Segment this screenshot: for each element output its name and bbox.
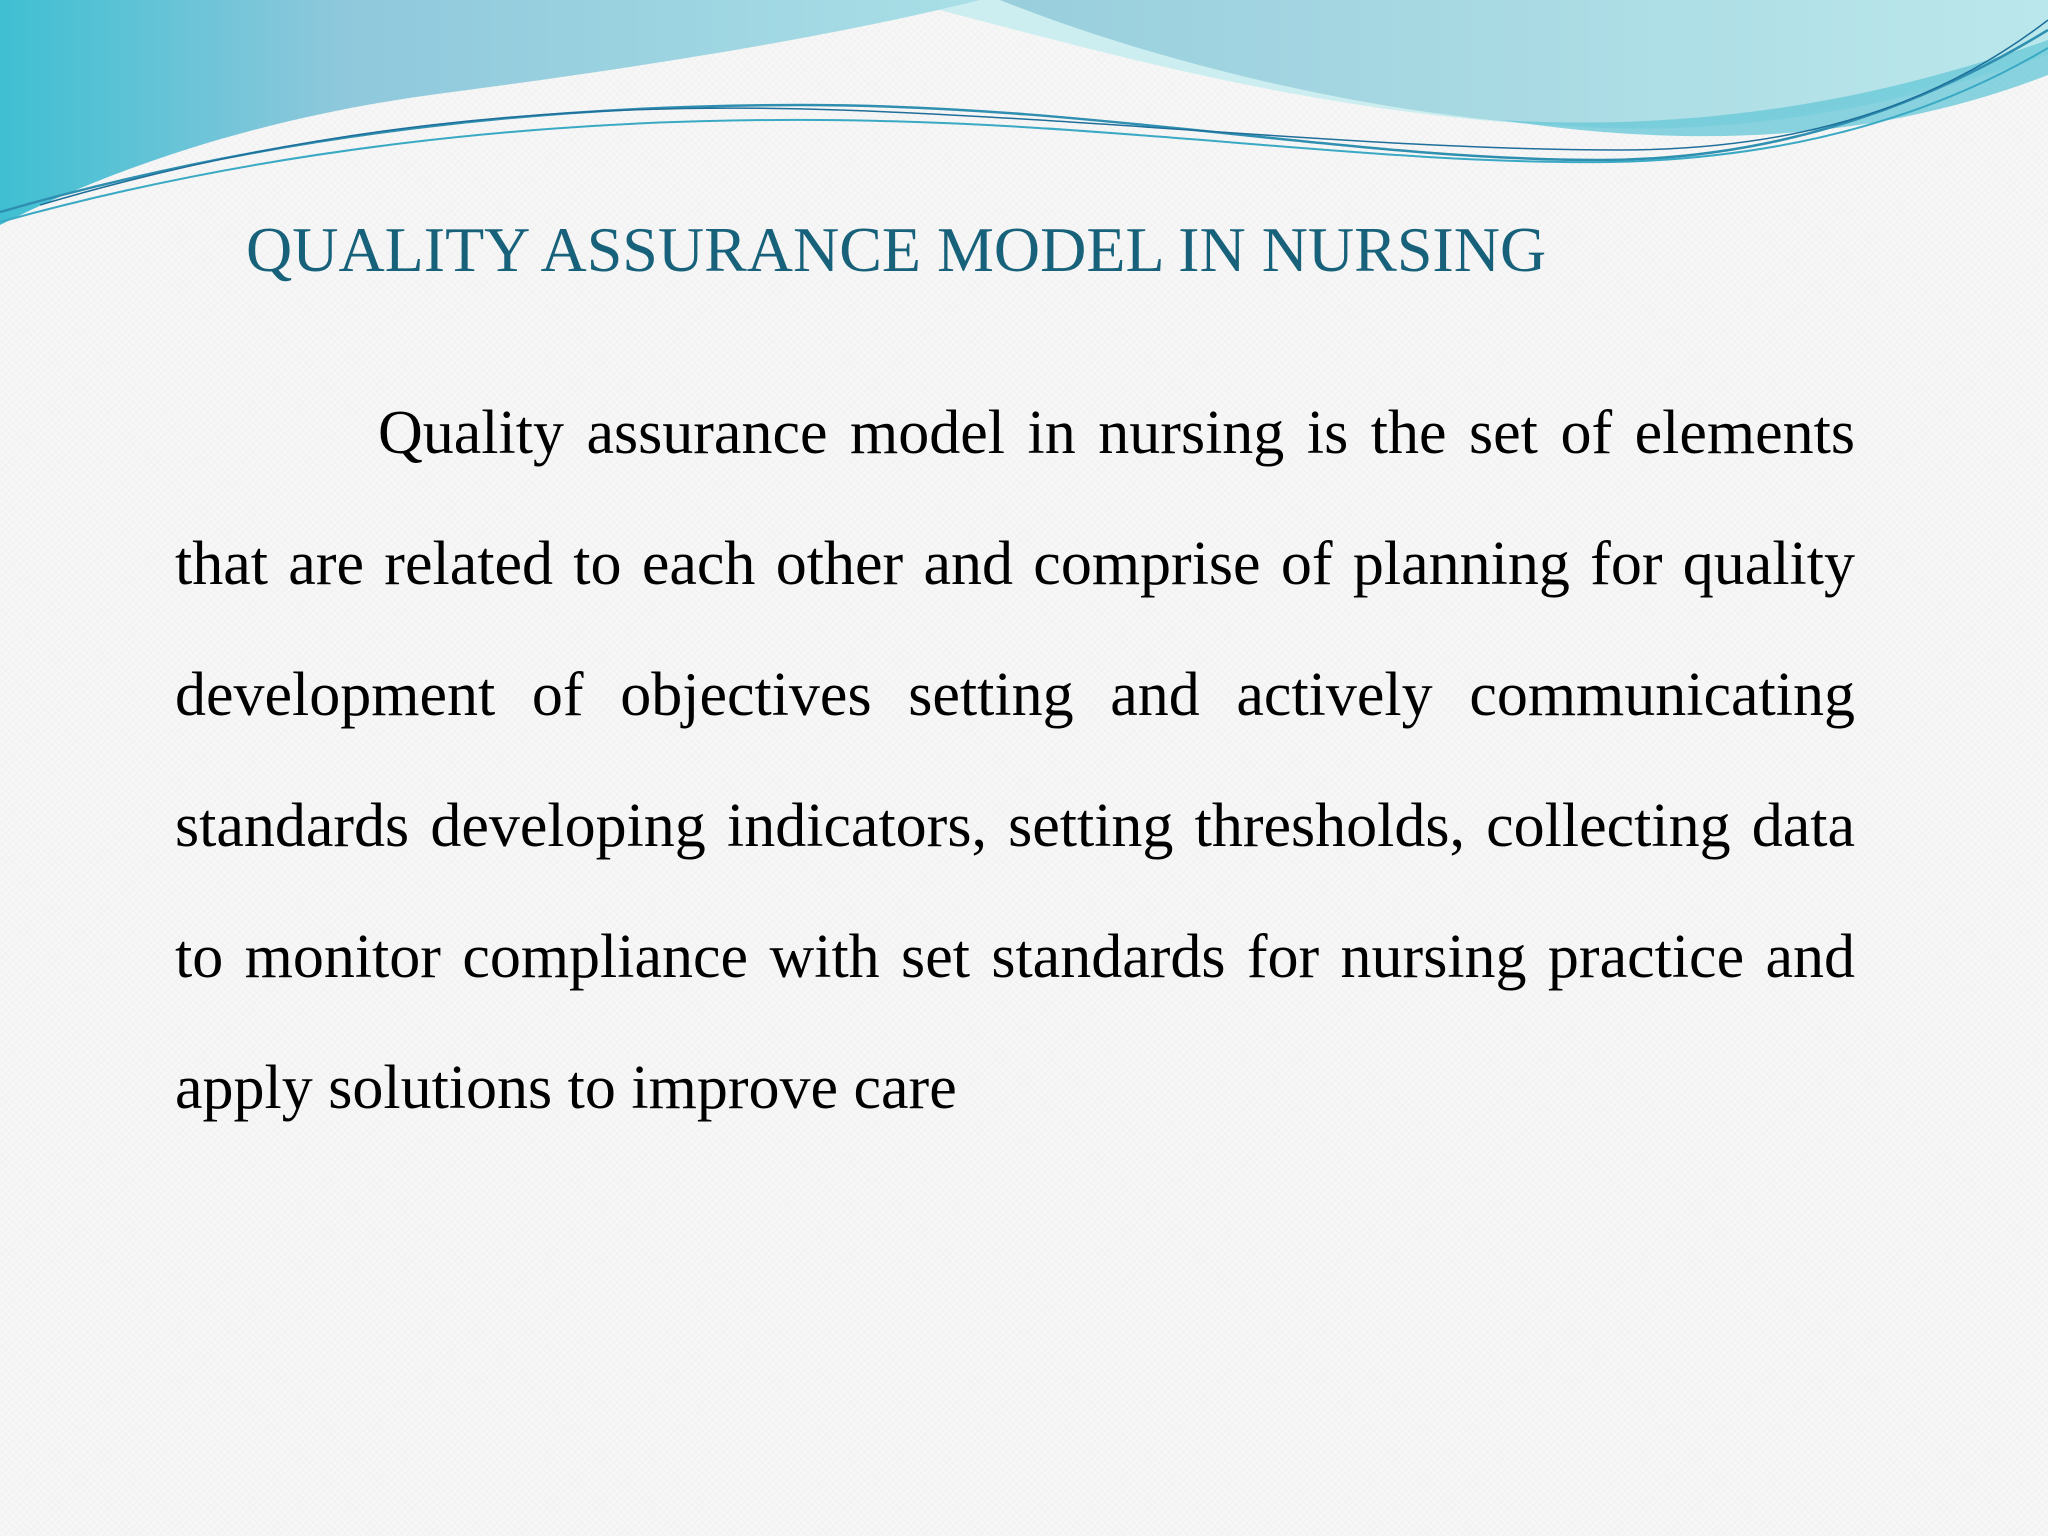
slide-title: QUALITY ASSURANCE MODEL IN NURSING <box>246 214 1547 285</box>
slide-body-text: Quality assurance model in nursing is the set of elements that are related to each other and comprise of planning for quality development of objectives setting and actively communicating standards developing indicators, setting thresholds, collecting data to monitor compliance with set standards for nursing practice and apply solutions to improve care <box>175 399 1855 1122</box>
wave-left-shape <box>0 0 980 225</box>
